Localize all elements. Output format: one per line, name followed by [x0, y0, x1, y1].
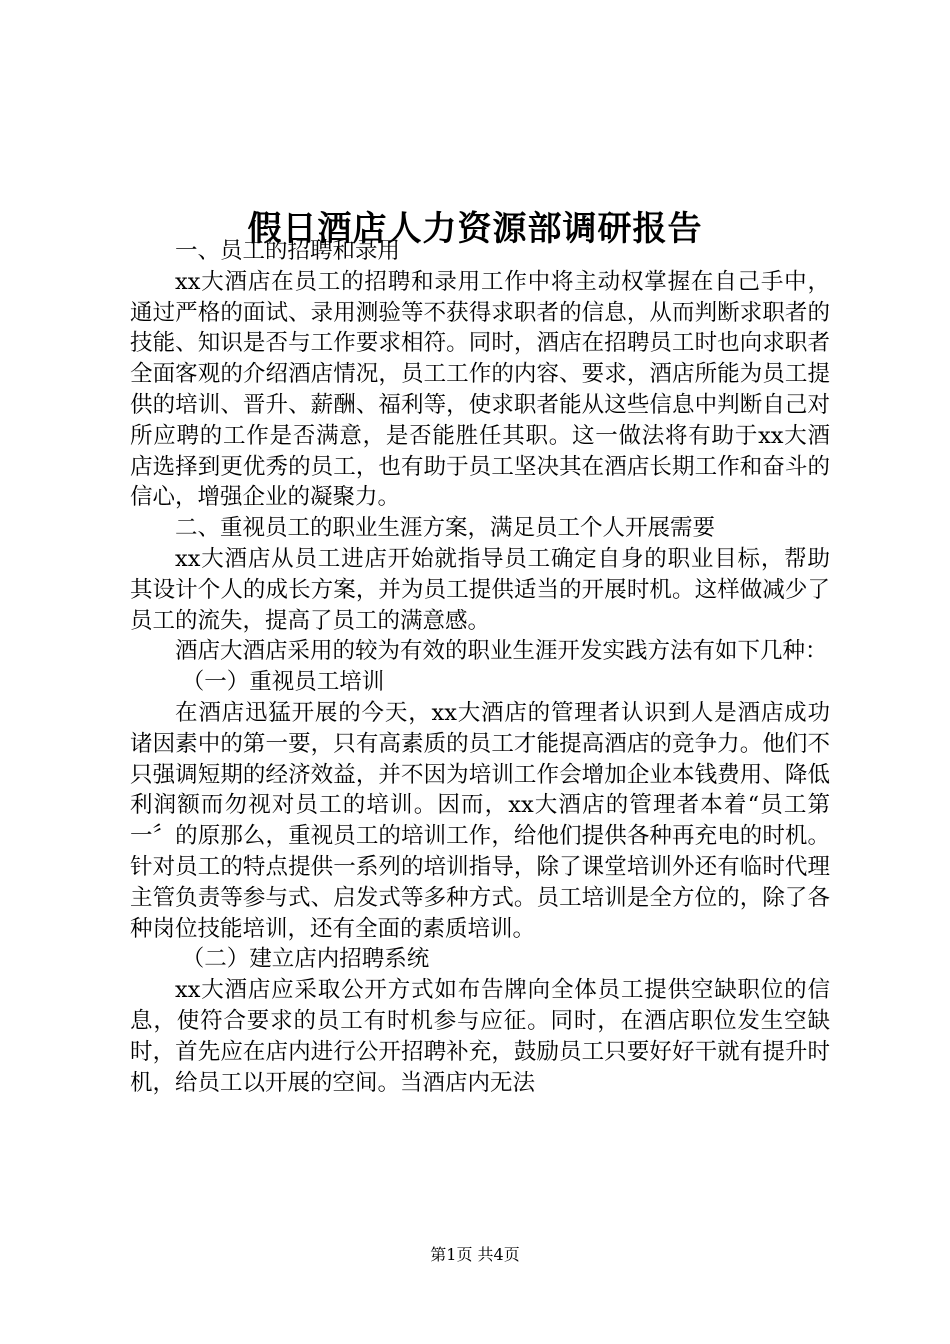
paragraph-training: 在酒店迅猛开展的今天，xx大酒店的管理者认识到人是酒店成功诸因素中的第一要，只有高素质的员工才能提高酒店的竞争力。他们不只强调短期的经济效益，并不因为培训工作会增加企业本钱费用、降低利润额而勿视对员工的培训。因而，xx大酒店的管理者本着“员工第一〞的原那么，重视员工的培训工作，给他们提供各种再充电的时机。针对员工的特点提供一系列的培训指导，除了课堂培训外还有临时代理主管负责等参与式、启发式等多种方式。员工培训是全方位的，除了各种岗位技能培训，还有全面的素质培训。	[130, 699, 830, 942]
paragraph-internal-hiring: xx大酒店应采取公开方式如布告牌向全体员工提供空缺职位的信息，使符合要求的员工有时机参与应征。同时，在酒店职位发生空缺时，首先应在店内进行公开招聘补充，鼓励员工只要好好干就有提升时机，给员工以开展的空间。当酒店内无法	[130, 977, 830, 1096]
document-body	[130, 236, 830, 1098]
paragraph-recruitment: xx大酒店在员工的招聘和录用工作中将主动权掌握在自己手中，通过严格的面试、录用测验等不获得求职者的信息，从而判断求职者的技能、知识是否与工作要求相符。同时，酒店在招聘员工时也向求职者全面客观的介绍酒店情况，员工工作的内容、要求，酒店所能为员工提供的培训、晋升、薪酬、福利等，使求职者能从这些信息中判断自己对所应聘的工作是否满意，是否能胜任其职。这一做法将有助于xx大酒店选择到更优秀的员工，也有助于员工坚决其在酒店长期工作和奋斗的信心，增强企业的凝聚力。	[130, 268, 830, 511]
paragraph-career-methods: 酒店大酒店采用的较为有效的职业生涯开发实践方法有如下几种：	[175, 638, 828, 665]
section-heading-recruitment: 一、员工的招聘和录用	[175, 238, 401, 264]
page-footer: 第1页 共4页	[430, 1245, 520, 1264]
document-title: 假日酒店人力资源部调研报告	[247, 208, 703, 249]
subsection-heading-internal-hiring: （二）建立店内招聘系统	[181, 946, 430, 973]
paragraph-career-plan: xx大酒店从员工进店开始就指导员工确定自身的职业目标，帮助其设计个人的成长方案，并为员工提供适当的开展时机。这样做减少了员工的流失，提高了员工的满意感。	[130, 545, 830, 634]
subsection-heading-training: （一）重视员工培训	[181, 669, 385, 696]
section-heading-career-plan: 二、重视员工的职业生涯方案，满足员工个人开展需要	[175, 515, 716, 542]
